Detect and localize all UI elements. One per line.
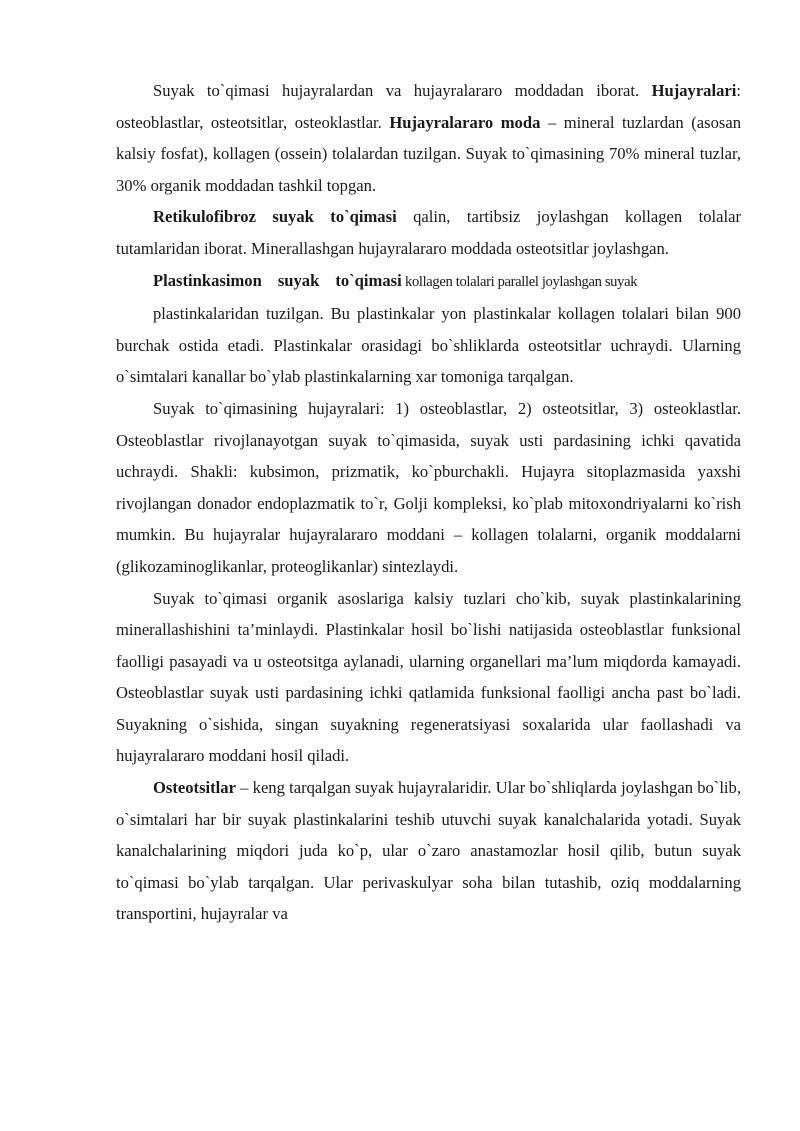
term-retikulofibroz: Retikulofibroz suyak to`qimasi <box>153 207 397 227</box>
term-suyak: suyak <box>277 270 320 290</box>
text-run: Suyak to`qimasi hujayralardan va hujayralararo moddadan iborat. <box>153 81 652 100</box>
term-hujayralari: Hujayralari <box>651 81 737 100</box>
paragraph-bone-cells <box>116 393 741 583</box>
text-run: Suyak to`qimasining hujayralari: 1) osteoblastlar, 2) osteotsitlar, 3) osteoklastlar. Osteoblastlar rivojlanayotgan suyak to`qimasida, suyak usti pardasining ichki qavatida uchraydi. Shakli: kubsimon, prizmatik, ko`pburchakli. Hujayra sitoplazmasida yaxshi rivojlangan donador endoplazmatik to`r, Golji kompleksi, ko`plab mitoxondriyalarni ko`rish mumkin. Bu hujayralar hujayralararo moddani – kollagen tolalarni, organik moddalarni (glikozaminoglikanlar, proteoglikanlar) sintezlaydi. <box>116 398 741 576</box>
term-toqimasi: to`qimasi <box>335 270 402 290</box>
text-run: – keng tarqalgan suyak hujayralaridir. Ular bo`shliqlarda joylashgan bo`lib, o`simtalari har bir suyak plastinkalarini teshib utuvchi suyak kanalchalarida yotadi. Suyak kanalchalarining miqdori juda ko`p, ular o`zaro anastamozlar hosil qilib, butun suyak to`qimasi bo`ylab tarqalgan. Ular perivaskulyar soha bilan tutashib, oziq moddalarning transportini, hujayralar va <box>116 778 741 924</box>
text-run: qalin, tartibsiz joylashgan kollagen tolalar tutamlaridan iborat. Minerallashgan hujayralararo moddada osteotsitlar joylashgan. <box>116 207 742 258</box>
document-page <box>116 75 741 930</box>
term-osteotsitlar: Osteotsitlar <box>153 778 236 798</box>
paragraph-bone-tissue-composition <box>116 75 741 201</box>
paragraph-reticulofibrous-bone <box>116 201 741 264</box>
text-run: : osteoblastlar, osteotsitlar, osteoklastlar. <box>116 81 741 132</box>
term-hujayralararo-moda: Hujayralararo moda <box>389 112 541 132</box>
text-run: – mineral tuzlardan (asosan kalsiy fosfat), kollagen (ossein) tolalardan tuzilgan. Suyak to`qimasining 70% mineral tuzlar, 30% organik moddadan tashkil topgan. <box>116 112 741 195</box>
term-plastinkasimon: Plastinkasimon <box>153 270 262 290</box>
text-run-small: kollagen tolalari parallel joylashgan suyak <box>401 273 638 290</box>
paragraph-osteocytes <box>116 772 741 930</box>
text-run: plastinkalaridan tuzilgan. Bu plastinkalar yon plastinkalar kollagen tolalari bilan 900 burchak ostida etadi. Plastinkalar orasidagi bo`shliklarda osteotsitlar uchraydi. Ularning o`simtalari kanallar bo`ylab plastinkalarning xar tomoniga tarqalgan. <box>116 304 741 387</box>
paragraph-lamellar-bone-heading <box>116 265 741 299</box>
paragraph-mineralization <box>116 583 741 773</box>
paragraph-lamellar-bone <box>116 298 741 393</box>
text-run: Suyak to`qimasi organik asoslariga kalsiy tuzlari cho`kib, suyak plastinkalarining minerallashishini ta’minlaydi. Plastinkalar hosil bo`lishi natijasida osteoblastlar funksional faolligi pasayadi va u osteotsitga aylanadi, ularning organellari ma’lum miqdorda kamayadi. Osteoblastlar suyak usti pardasining ichki qatlamida funksional faolligi ancha past bo`ladi. Suyakning o`sishida, singan suyakning regeneratsiyasi soxalarida ular faollashadi va hujayralararo moddani hosil qiladi. <box>116 588 741 766</box>
